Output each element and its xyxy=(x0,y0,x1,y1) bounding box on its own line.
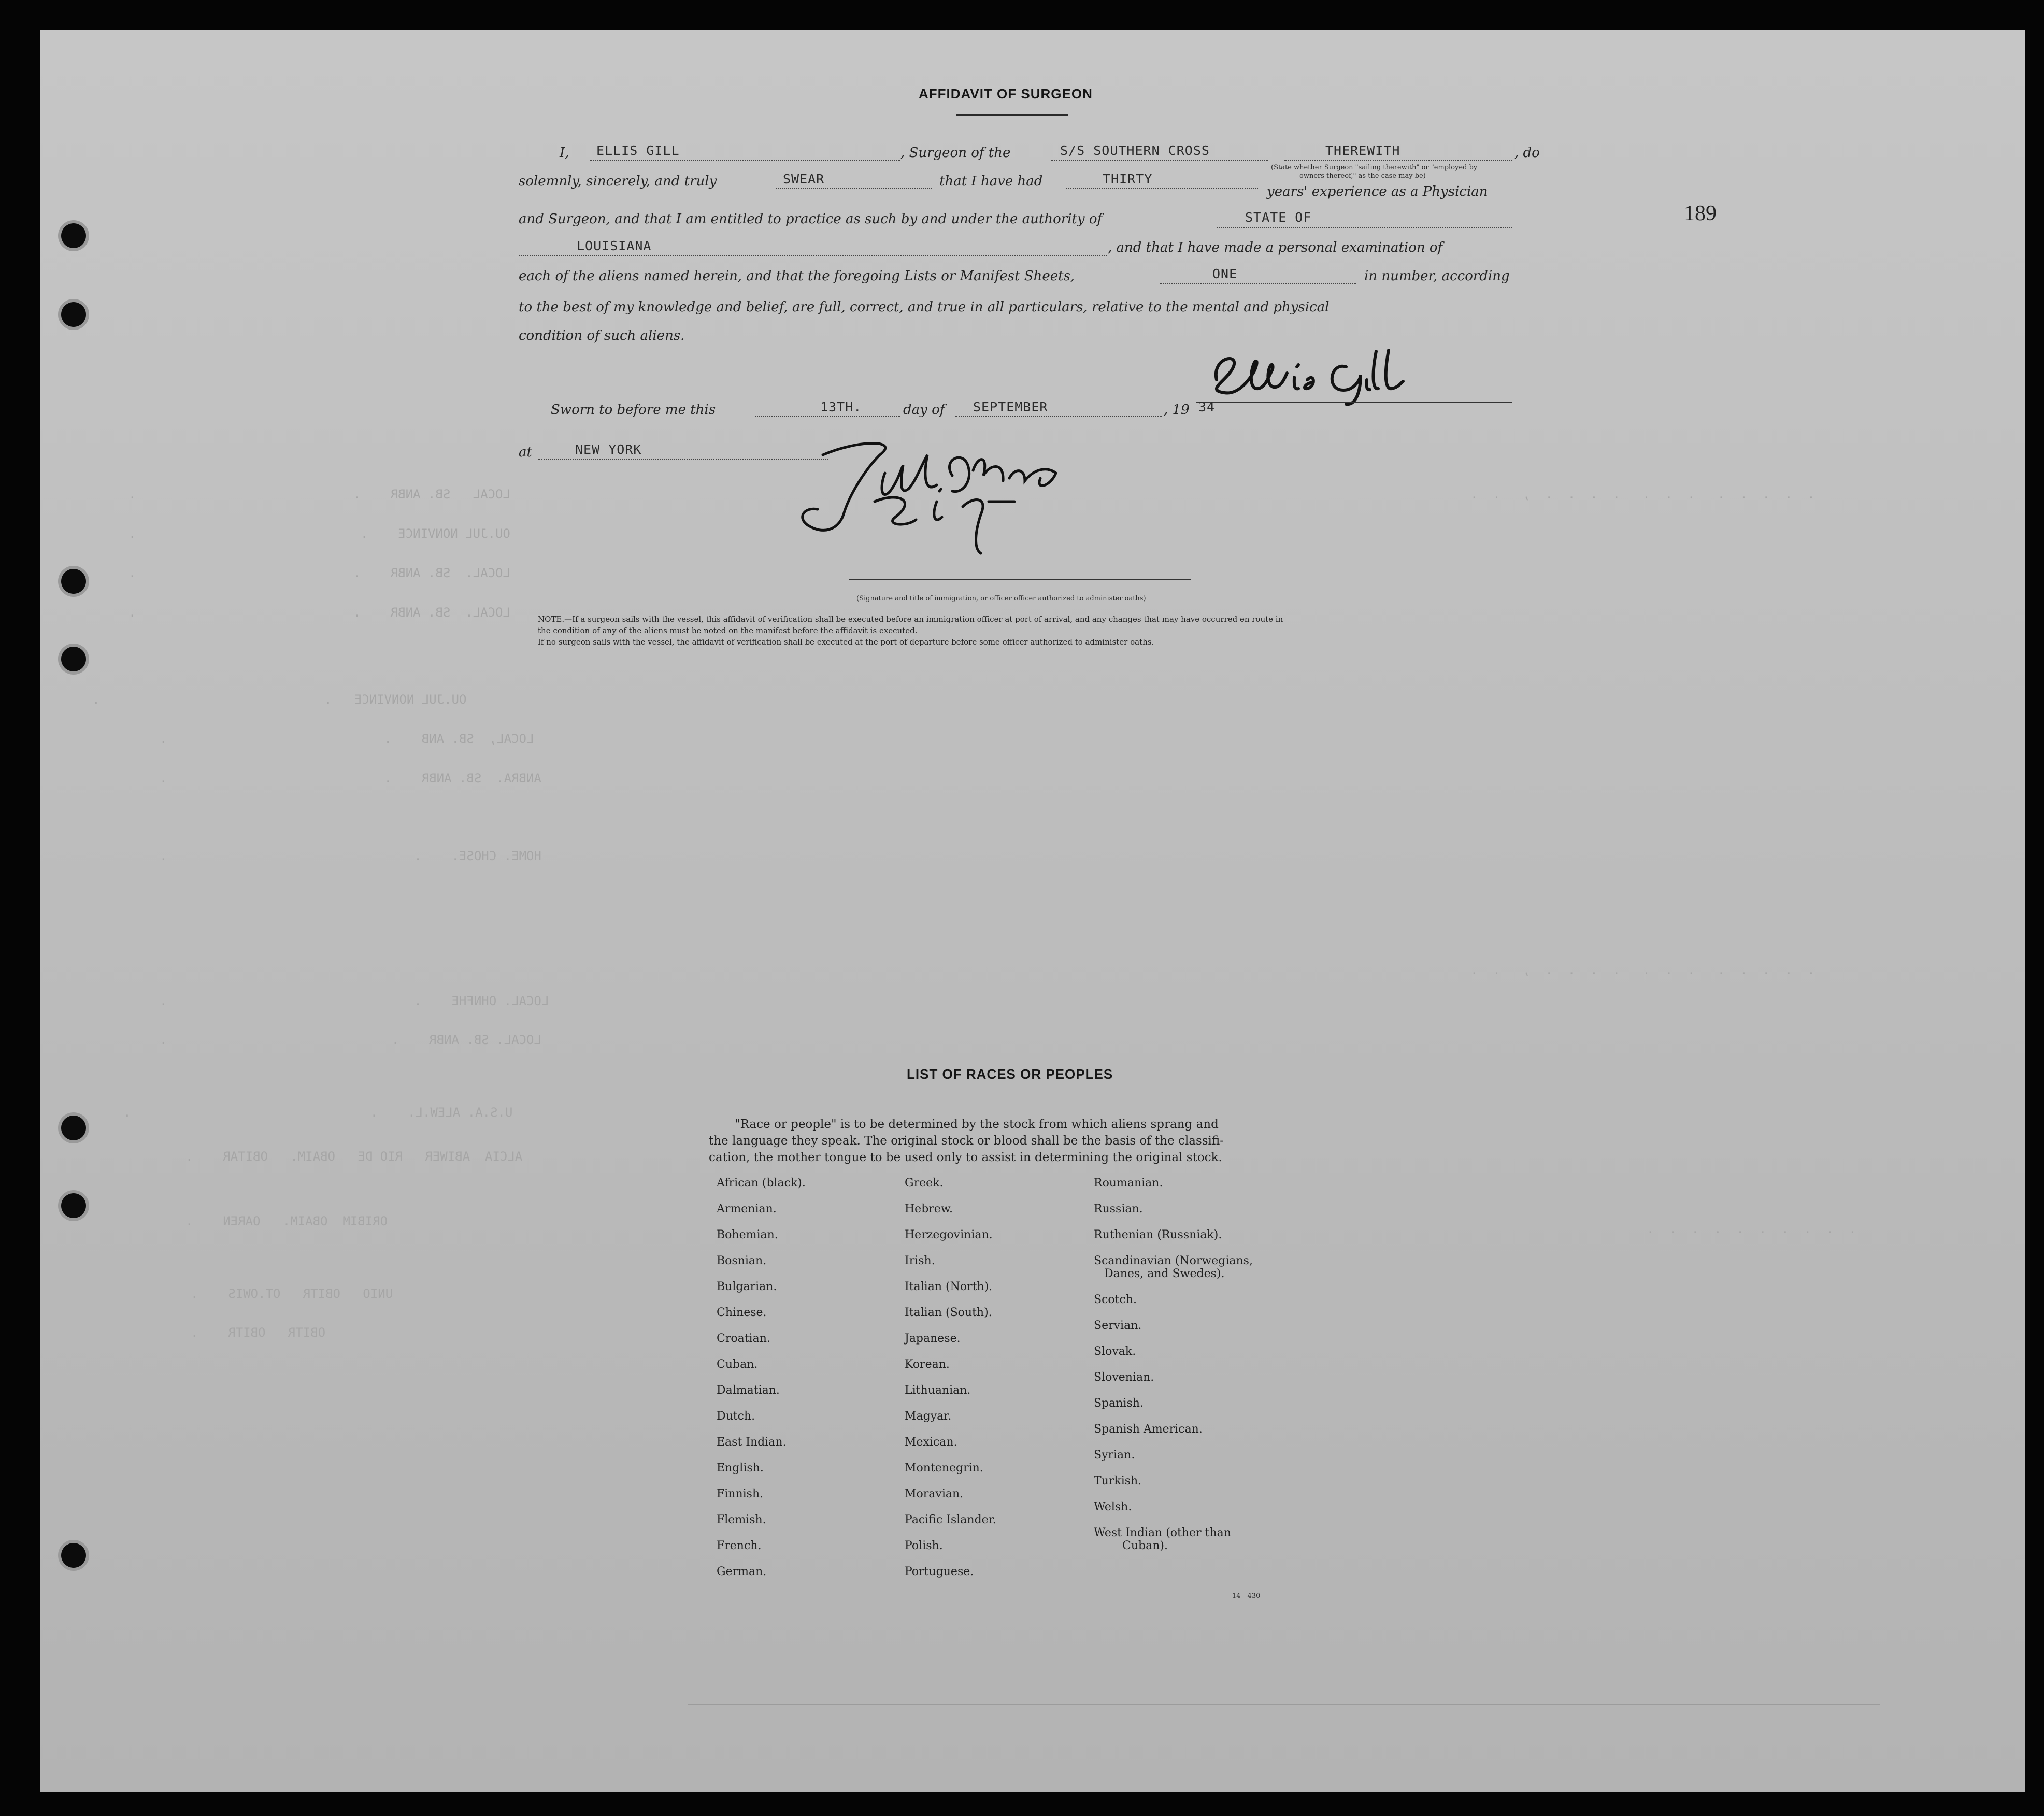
race-item: Magyar. xyxy=(905,1410,952,1423)
sworn-city-field: NEW YORK xyxy=(575,442,642,457)
race-item: Spanish American. xyxy=(1094,1423,1203,1436)
surgeon-name-field: ELLIS GILL xyxy=(596,143,680,158)
affidavit-text: years' experience as a Physician xyxy=(1267,184,1488,199)
affidavit-text: , and that I have made a personal examination of xyxy=(1108,240,1443,255)
race-item: Spanish. xyxy=(1094,1397,1144,1410)
surgeon-status-field: THEREWITH xyxy=(1325,143,1400,158)
race-item: Japanese. xyxy=(905,1332,961,1345)
race-item: Roumanian. xyxy=(1094,1177,1163,1190)
sheet-count-field: ONE xyxy=(1212,266,1238,281)
race-item: Welsh. xyxy=(1094,1500,1132,1513)
bleed-through-text: LOCAL. SB. ANBR . . xyxy=(128,566,510,580)
race-item: Bosnian. xyxy=(717,1254,767,1267)
races-title: LIST OF RACES OR PEOPLES xyxy=(907,1066,1113,1082)
punch-hole xyxy=(61,1543,86,1568)
ship-name-field: S/S SOUTHERN CROSS xyxy=(1060,143,1210,158)
race-item: English. xyxy=(717,1462,764,1475)
sworn-text: , 19 xyxy=(1164,402,1190,418)
authority-field: STATE OF xyxy=(1245,210,1312,225)
field-underline xyxy=(955,416,1162,417)
sworn-text: Sworn to before me this xyxy=(551,402,716,418)
punch-hole xyxy=(61,1193,86,1218)
race-item: Korean. xyxy=(905,1358,950,1371)
officer-caption: (Signature and title of immigration, or officer officer authorized to administer oaths) xyxy=(856,595,1146,603)
race-item: Polish. xyxy=(905,1539,943,1552)
authority-field-continued: LOUISIANA xyxy=(577,238,652,253)
punch-hole xyxy=(61,302,86,327)
race-item: Portuguese. xyxy=(905,1565,974,1578)
race-item: Lithuanian. xyxy=(905,1384,971,1397)
affidavit-text: condition of such aliens. xyxy=(519,328,685,344)
bleed-through-text: OBITR OBITR . xyxy=(191,1325,326,1340)
race-item: Armenian. xyxy=(717,1203,777,1216)
affidavit-note: NOTE.—If a surgeon sails with the vessel, this affidavit of verification shall be executed before an immigration officer at port of arrival, and any changes that may have occurred en route in xyxy=(538,614,1283,624)
bleed-through-text: . . . . . . . . . . . . , . . xyxy=(1470,487,1815,502)
race-item: Italian (South). xyxy=(905,1306,992,1319)
title-underline xyxy=(956,114,1068,116)
bleed-through-text: U.S.A. ALEW.L. . . xyxy=(123,1105,513,1120)
race-item: Russian. xyxy=(1094,1203,1143,1216)
paper-fold xyxy=(688,1704,1880,1736)
sworn-day-field: 13TH. xyxy=(820,399,862,414)
surgeon-signature xyxy=(1196,341,1465,408)
race-item: Dutch. xyxy=(717,1410,755,1423)
bleed-through-text: OU.JUL NONVINCE . . xyxy=(92,692,467,707)
affidavit-text: solemnly, sincerely, and truly xyxy=(519,174,717,189)
punch-hole xyxy=(61,569,86,594)
race-item: Scandinavian (Norwegians, xyxy=(1094,1254,1253,1267)
bleed-through-text: . . . . . . . . . . . . , . . xyxy=(1470,963,1815,977)
race-item: Italian (North). xyxy=(905,1280,993,1293)
race-item: Bohemian. xyxy=(717,1228,778,1241)
race-item: Irish. xyxy=(905,1254,935,1267)
race-item: Montenegrin. xyxy=(905,1462,983,1475)
race-item: Hebrew. xyxy=(905,1203,953,1216)
affidavit-note: the condition of any of the aliens must be noted on the manifest before the affidavit is executed. xyxy=(538,626,918,635)
bleed-through-text: LOCAL. OHNFHE . . xyxy=(160,994,549,1008)
oath-type-field: SWEAR xyxy=(783,171,825,187)
affidavit-note: If no surgeon sails with the vessel, the affidavit of verification shall be executed at the port of departure before some officer authorized to administer oaths. xyxy=(538,637,1154,647)
race-item: Cuban. xyxy=(717,1358,758,1371)
race-item: East Indian. xyxy=(717,1436,787,1449)
race-item: Slovak. xyxy=(1094,1345,1136,1358)
bleed-through-text: LOCAL. SB. ANBR . . xyxy=(128,605,510,620)
bleed-through-text: ALCIA ABIWER RIO DE OBAIM. OBITAR . xyxy=(185,1149,523,1164)
race-item: Herzegovinian. xyxy=(905,1228,993,1241)
affidavit-text: I, xyxy=(560,145,569,161)
race-item: German. xyxy=(717,1565,767,1578)
race-item: Dalmatian. xyxy=(717,1384,780,1397)
race-item: Slovenian. xyxy=(1094,1371,1154,1384)
sworn-month-field: SEPTEMBER xyxy=(973,399,1048,414)
field-underline xyxy=(519,255,1107,256)
affidavit-text: and Surgeon, and that I am entitled to practice as such by and under the authority of xyxy=(519,211,1103,227)
race-item: Chinese. xyxy=(717,1306,767,1319)
field-underline xyxy=(590,160,900,161)
affidavit-text: , do xyxy=(1514,145,1540,161)
race-item: African (black). xyxy=(717,1177,806,1190)
manifest-sheet xyxy=(40,30,2025,1792)
years-experience-field: THIRTY xyxy=(1103,171,1153,187)
affidavit-text: each of the aliens named herein, and that the foregoing Lists or Manifest Sheets, xyxy=(519,268,1075,284)
status-instruction: (State whether Surgeon "sailing therewith" or "employed by xyxy=(1271,164,1478,171)
sworn-text: day of xyxy=(903,402,945,418)
bleed-through-text: HOME. CHOSE. . . xyxy=(160,849,541,863)
field-underline xyxy=(1160,283,1356,284)
field-underline xyxy=(1066,188,1258,189)
bleed-through-text: LOCAL SB. ANBR . . xyxy=(128,487,510,502)
field-underline xyxy=(1217,227,1512,228)
race-item: Servian. xyxy=(1094,1319,1142,1332)
status-instruction: owners thereof," as the case may be) xyxy=(1299,172,1426,180)
bleed-through-text: LOCAL. SB. ANBR . . xyxy=(160,1033,541,1047)
bleed-through-text: ORIBIM OBAIM. OAREN . xyxy=(185,1214,388,1228)
affidavit-text: , Surgeon of the xyxy=(900,145,1011,161)
place-text: at xyxy=(519,445,532,460)
races-intro: cation, the mother tongue to be used only to assist in determining the original stock. xyxy=(709,1151,1222,1164)
affidavit-title: AFFIDAVIT OF SURGEON xyxy=(919,86,1093,102)
affidavit-text: that I have had xyxy=(939,174,1043,189)
race-item: Danes, and Swedes). xyxy=(1104,1267,1225,1280)
bleed-through-text: LOCAL, SB. ANB . . xyxy=(160,732,534,746)
race-item: West Indian (other than xyxy=(1094,1526,1231,1539)
field-underline xyxy=(755,416,900,417)
punch-hole xyxy=(61,1116,86,1140)
field-underline xyxy=(1051,160,1268,161)
page-number: 189 xyxy=(1684,202,1717,225)
races-intro: "Race or people" is to be determined by the stock from which aliens sprang and xyxy=(735,1118,1219,1131)
race-item: Moravian. xyxy=(905,1488,964,1500)
bleed-through-text: ANBRA. SB. ANBR . . xyxy=(160,771,541,785)
races-intro: the language they speak. The original stock or blood shall be the basis of the classifi- xyxy=(709,1134,1224,1148)
officer-signature xyxy=(745,424,1118,559)
race-item: Flemish. xyxy=(717,1513,766,1526)
race-item: French. xyxy=(717,1539,762,1552)
race-item: Turkish. xyxy=(1094,1475,1142,1488)
punch-hole xyxy=(61,647,86,671)
race-item: Cuban). xyxy=(1122,1539,1168,1552)
bleed-through-text: . . . . . . . . . . xyxy=(1647,1222,1856,1236)
affidavit-text: to the best of my knowledge and belief, are full, correct, and true in all particulars, relative to the mental and physical xyxy=(519,299,1330,315)
race-item: Syrian. xyxy=(1094,1449,1135,1462)
bleed-through-text: UNIO OBITR OT.OWIS . xyxy=(191,1286,393,1301)
field-underline xyxy=(776,188,932,189)
race-item: Pacific Islander. xyxy=(905,1513,996,1526)
race-item: Ruthenian (Russniak). xyxy=(1094,1228,1222,1241)
race-item: Greek. xyxy=(905,1177,944,1190)
race-item: Mexican. xyxy=(905,1436,957,1449)
officer-signature-line xyxy=(849,579,1191,580)
bleed-through-text: OU.JUL NONVINCE . . xyxy=(128,526,510,541)
race-item: Bulgarian. xyxy=(717,1280,777,1293)
race-item: Finnish. xyxy=(717,1488,764,1500)
race-item: Croatian. xyxy=(717,1332,770,1345)
field-underline xyxy=(1284,160,1512,161)
affidavit-text: in number, according xyxy=(1364,268,1510,284)
signature-line xyxy=(1196,402,1512,403)
sworn-year-field: 34 xyxy=(1198,399,1216,414)
punch-hole xyxy=(61,223,86,248)
form-code: 14—430 xyxy=(1232,1592,1261,1600)
race-item: Scotch. xyxy=(1094,1293,1137,1306)
